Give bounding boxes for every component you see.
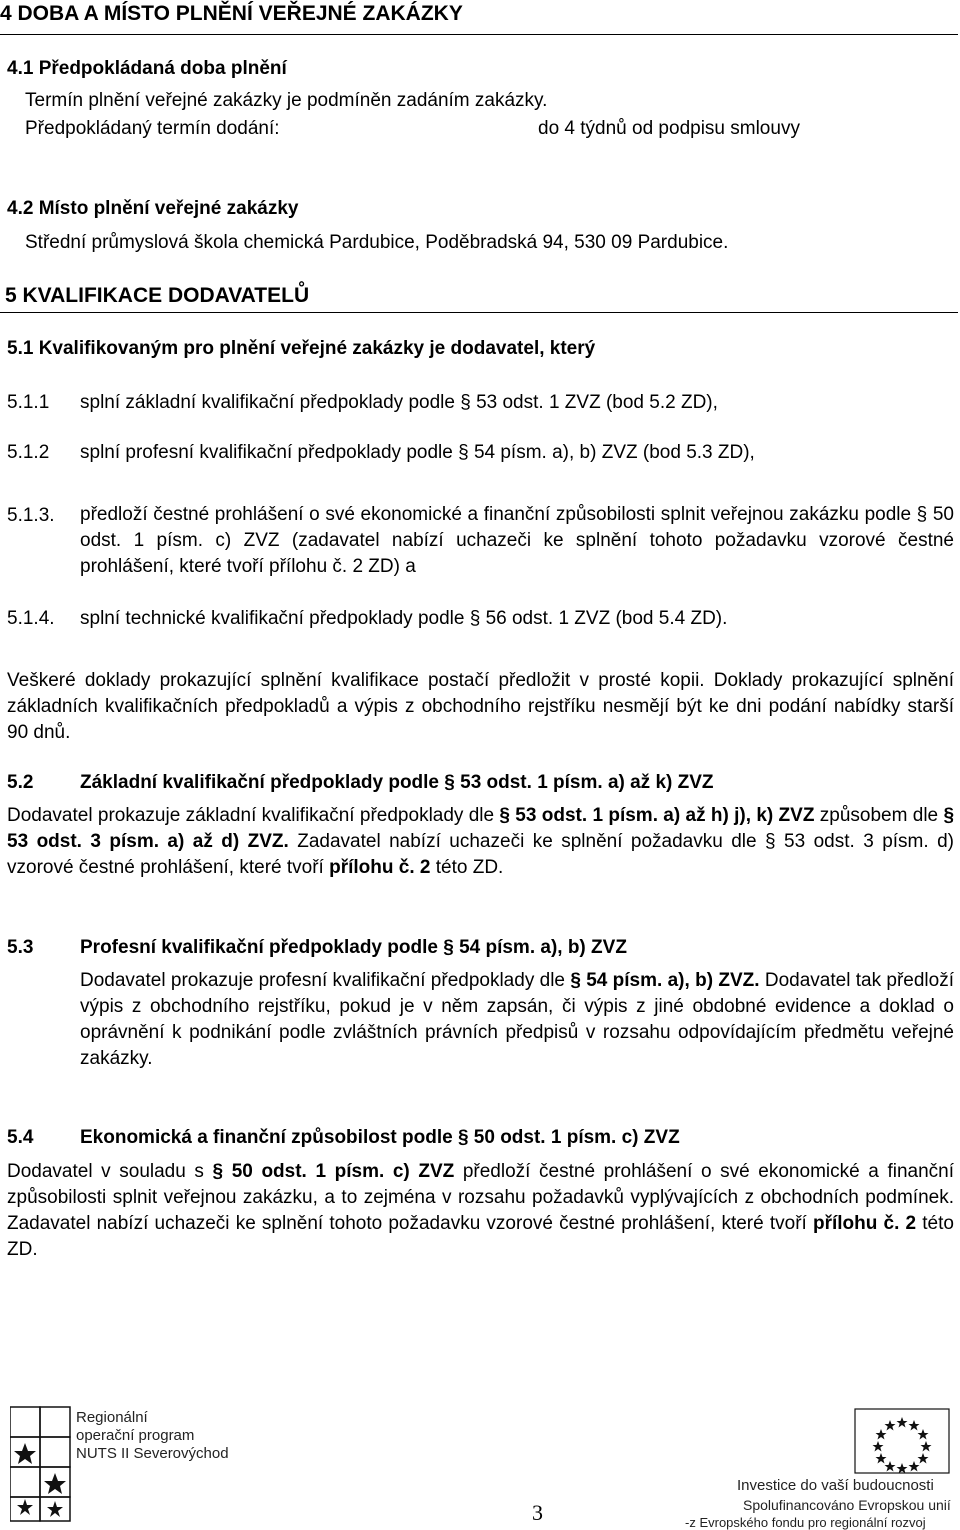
section-5-4-paragraph xyxy=(7,1159,954,1263)
delivery-value: do 4 týdnů od podpisu smlouvy xyxy=(538,118,800,139)
rop-line-3: NUTS II Severovýchod xyxy=(76,1445,229,1462)
s52-text-2: způsobem dle xyxy=(819,805,939,826)
section-4-2-line: Střední průmyslová škola chemická Pardubice, Poděbradská 94, 530 09 Pardubice. xyxy=(25,232,729,253)
s52-bold-1: § 53 odst. 1 písm. a) až h) j), k) ZVZ xyxy=(499,805,815,826)
qualification-docs-paragraph: Veškeré doklady prokazující splnění kvalifikace postačí předložit v prosté kopii. Doklady prokazující splnění základních kvalifikačních předpokladů a výpis z obchodního rejstříku nesmějí být ke dni podání nabídky starší 90 dnů. xyxy=(7,670,954,743)
s54-bold-1: § 50 odst. 1 písm. c) ZVZ xyxy=(212,1161,455,1182)
s54-text-3: této ZD. xyxy=(7,1213,954,1260)
s54-text-1: Dodavatel v souladu s xyxy=(7,1161,204,1182)
item-5-1-3-text: předloží čestné prohlášení o své ekonomické a finanční způsobilosti splnit veřejnou zakázku podle § 50 odst. 1 písm. c) ZVZ (zadavatel nabízí uchazeči ke splnění tohoto požadavku vzorové čestné prohlášení, které tvoří přílohu č. 2 ZD) a xyxy=(80,504,954,577)
eu-logo xyxy=(685,1405,955,1530)
delivery-label: Předpokládaný termín dodání: xyxy=(25,118,280,139)
section-4-1-line: Termín plnění veřejné zakázky je podmíněn zadáním zakázky. xyxy=(25,90,548,111)
section-5-rule xyxy=(0,312,958,313)
section-4-1-title: 4.1 Předpokládaná doba plnění xyxy=(7,58,287,79)
section-4-2-title: 4.2 Místo plnění veřejné zakázky xyxy=(7,198,299,219)
page-number: 3 xyxy=(532,1500,543,1525)
eu-stars xyxy=(873,1417,932,1474)
eu-line-1: Investice do vaší budoucnosti xyxy=(737,1477,934,1494)
s52-text-4: této ZD. xyxy=(435,857,504,878)
section-5-3-number: 5.3 xyxy=(7,937,34,958)
section-5-2-paragraph xyxy=(7,803,954,881)
section-5-heading: 5 KVALIFIKACE DODAVATELŮ xyxy=(5,284,310,307)
item-5-1-2-number: 5.1.2 xyxy=(7,442,50,463)
s52-bold-2: § 53 odst. 3 písm. a) až d) ZVZ. xyxy=(7,805,955,852)
item-5-1-2-text: splní profesní kvalifikační předpoklady podle § 54 písm. a), b) ZVZ (bod 5.3 ZD), xyxy=(80,442,755,463)
section-5-2-title: Základní kvalifikační předpoklady podle § 53 odst. 1 písm. a) až k) ZVZ xyxy=(80,772,714,793)
section-5-4-number: 5.4 xyxy=(7,1127,34,1148)
s54-text-2: předloží čestné prohlášení o své ekonomické a finanční způsobilosti splnit veřejnou zakázku, a to zejména v rozsahu požadavků vyplývajících z obchodních podmínek. Zadavatel nabízí uchazeči ke splnění tohoto požadavku vzorové čestné prohlášení, které tvoří xyxy=(7,1161,955,1234)
item-5-1-4-text: splní technické kvalifikační předpoklady podle § 56 odst. 1 ZVZ (bod 5.4 ZD). xyxy=(80,608,728,629)
section-5-2-number: 5.2 xyxy=(7,772,34,793)
s52-text-3: Zadavatel nabízí uchazeči ke splnění požadavku dle § 53 odst. 3 písm. d) vzorové čestné prohlášení, které tvoří xyxy=(7,831,954,878)
item-5-1-3-number: 5.1.3. xyxy=(7,505,55,526)
s52-bold-3: přílohu č. 2 xyxy=(329,857,431,878)
rop-line-2: operační program xyxy=(76,1427,195,1444)
eu-line-2: Spolufinancováno Evropskou unií xyxy=(743,1497,951,1513)
section-4-rule xyxy=(0,34,958,35)
s53-text-2: Dodavatel tak předloží výpis z obchodního rejstříku, pokud je v něm zapsán, či výpis z jiné obdobné evidence a doklad o oprávnění k podnikání podle zvláštních právních předpisů v rozsahu odpovídajícím předmětu veřejné zakázky. xyxy=(80,970,954,1069)
section-5-4-title: Ekonomická a finanční způsobilost podle § 50 odst. 1 písm. c) ZVZ xyxy=(80,1127,680,1148)
item-5-1-1-text: splní základní kvalifikační předpoklady podle § 53 odst. 1 ZVZ (bod 5.2 ZD), xyxy=(80,392,718,413)
item-5-1-4-number: 5.1.4. xyxy=(7,608,55,629)
section-5-3-title: Profesní kvalifikační předpoklady podle § 54 písm. a), b) ZVZ xyxy=(80,937,627,958)
section-5-1-title: 5.1 Kvalifikovaným pro plnění veřejné zakázky je dodavatel, který xyxy=(7,338,596,359)
rop-logo xyxy=(10,1405,245,1523)
s53-bold-1: § 54 písm. a), b) ZVZ. xyxy=(570,970,760,991)
section-5-3-paragraph xyxy=(80,968,954,1072)
rop-line-1: Regionální xyxy=(76,1409,148,1426)
section-4-heading: 4 DOBA A MÍSTO PLNĚNÍ VEŘEJNÉ ZAKÁZKY xyxy=(0,2,463,25)
s54-bold-2: přílohu č. 2 xyxy=(812,1213,917,1234)
s52-text-1: Dodavatel prokazuje základní kvalifikační předpoklady dle xyxy=(7,805,495,826)
item-5-1-1-number: 5.1.1 xyxy=(7,392,50,413)
s53-text-1: Dodavatel prokazuje profesní kvalifikační předpoklady dle xyxy=(80,970,565,991)
eu-line-3: -z Evropského fondu pro regionální rozvoj xyxy=(685,1515,926,1530)
